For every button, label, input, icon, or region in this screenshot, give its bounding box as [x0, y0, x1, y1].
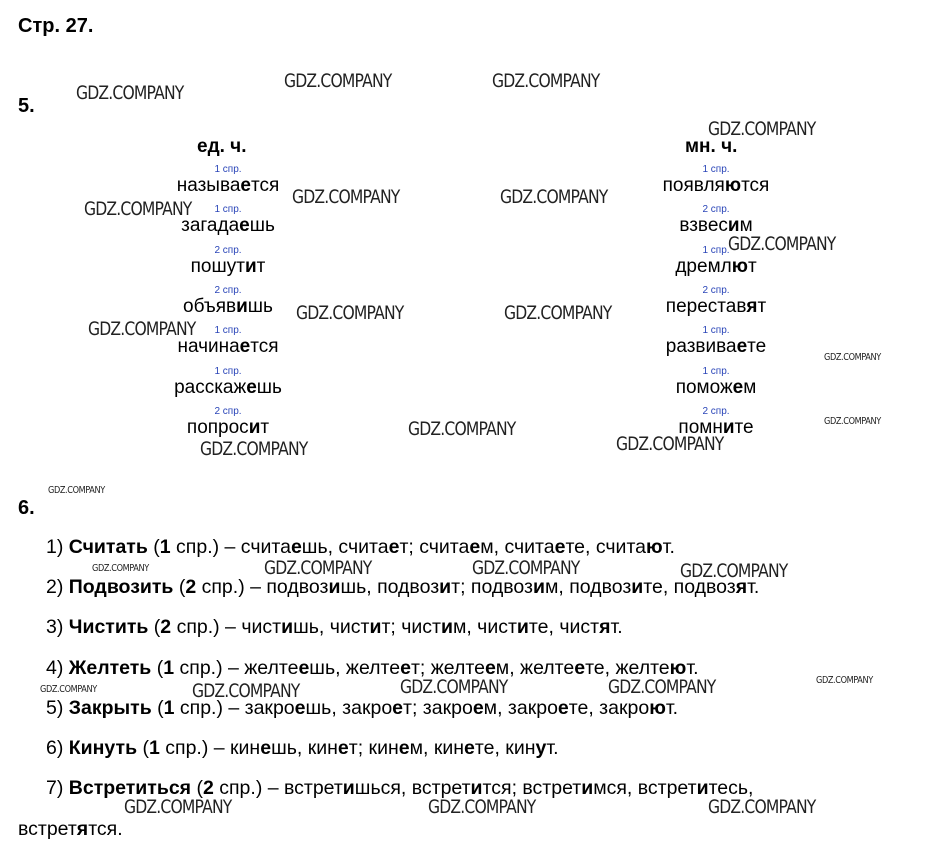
watermark: GDZ.COMPANY: [92, 563, 149, 574]
text-part: расскаж: [174, 376, 247, 398]
highlighted-ending: и: [281, 616, 294, 639]
conjugation-tag: 2 спр.: [702, 204, 730, 216]
highlighted-ending: е: [290, 536, 302, 558]
text-part: те, чист: [528, 616, 600, 639]
highlighted-ending: е: [472, 696, 484, 719]
text-part: появля: [662, 175, 725, 196]
highlighted-ending: и: [696, 777, 709, 800]
watermark: GDZ.COMPANY: [504, 302, 612, 324]
page-label: Стр. 27.: [18, 15, 94, 37]
conjugation-tag: 1 спр.: [702, 325, 730, 337]
conjugation-tag: 2 спр.: [214, 284, 242, 296]
text-part: загада: [181, 215, 240, 237]
highlighted-ending: и: [581, 777, 594, 800]
highlighted-ending: е: [246, 376, 257, 398]
watermark: GDZ.COMPANY: [728, 233, 836, 255]
watermark: GDZ.COMPANY: [472, 557, 580, 579]
text-part: т.: [665, 696, 679, 719]
highlighted-ending: и: [439, 576, 452, 599]
highlighted-ending: ю: [724, 175, 742, 196]
text-part: спр.) – желте: [174, 656, 299, 679]
text-part: т; чист: [381, 616, 441, 639]
exercise-6-item: [46, 657, 699, 680]
highlighted-ending: е: [484, 656, 496, 679]
conjugation-tag: 1 спр.: [214, 325, 242, 337]
text-part: объяв: [183, 295, 237, 317]
text-part: шь, счита: [301, 536, 389, 558]
highlighted-ending: и: [236, 295, 248, 317]
text-part: спр.) – закро: [174, 696, 295, 719]
text-part: (: [173, 576, 186, 599]
text-part: пошут: [190, 255, 245, 277]
highlighted-ending: е: [294, 696, 306, 719]
highlighted-ending: и: [470, 777, 483, 800]
text-part: тесь,: [708, 777, 754, 800]
watermark: GDZ.COMPANY: [200, 438, 308, 460]
verb-form: [616, 175, 816, 197]
watermark: GDZ.COMPANY: [428, 796, 536, 818]
exercise-6-item: [46, 737, 559, 760]
highlighted-ending: у: [535, 737, 547, 759]
verb-form: [616, 336, 816, 358]
highlighted-ending: и: [722, 416, 735, 438]
text-part: (: [137, 737, 149, 759]
text-part: т: [256, 255, 266, 277]
conjugation-tag: 2 спр.: [702, 405, 730, 417]
text-part: спр.) – счита: [170, 536, 291, 558]
text-part: 4): [46, 656, 69, 679]
highlighted-ending: е: [337, 737, 349, 759]
text-part: шь, желте: [309, 656, 401, 679]
highlighted-ending: ю: [646, 536, 663, 558]
text-part: тся: [250, 175, 280, 196]
text-part: спр.) – чист: [171, 616, 282, 639]
conjugation-tag: 1 спр.: [702, 164, 730, 175]
highlighted-ending: е: [557, 696, 569, 719]
highlighted-ending: е: [239, 336, 251, 358]
exercise-6-item: [46, 697, 678, 720]
conjugation-tag: 1 спр.: [702, 244, 730, 256]
highlighted-ending: 2: [202, 777, 214, 800]
watermark: GDZ.COMPANY: [492, 70, 600, 92]
exercise-6-item: [46, 616, 623, 639]
text-part: спр.) – кин: [159, 737, 261, 759]
text-part: м, счита: [480, 536, 555, 558]
text-part: те: [747, 336, 767, 358]
text-part: шься, встрет: [354, 777, 471, 800]
text-part: помн: [678, 416, 723, 438]
highlighted-ending: и: [631, 576, 644, 599]
highlighted-ending: е: [464, 737, 475, 759]
watermark: GDZ.COMPANY: [680, 560, 788, 582]
text-part: 2): [46, 576, 69, 599]
text-part: т; подвоз: [451, 576, 533, 599]
highlighted-ending: я: [735, 576, 748, 599]
highlighted-ending: Закрыть: [68, 696, 152, 719]
watermark: GDZ.COMPANY: [400, 676, 508, 698]
watermark: GDZ.COMPANY: [192, 680, 300, 702]
text-part: м, подвоз: [544, 576, 632, 599]
watermark: GDZ.COMPANY: [296, 302, 404, 324]
text-part: взвес: [679, 215, 728, 237]
singular-header: ед. ч.: [197, 136, 247, 157]
text-part: называ: [176, 175, 241, 196]
highlighted-ending: 1: [148, 737, 160, 759]
text-part: 6): [46, 737, 69, 759]
highlighted-ending: и: [342, 777, 355, 800]
watermark: GDZ.COMPANY: [264, 557, 372, 579]
highlighted-ending: е: [469, 536, 481, 558]
text-part: шь: [256, 376, 282, 398]
highlighted-ending: е: [240, 175, 251, 196]
watermark: GDZ.COMPANY: [616, 433, 724, 455]
text-part: начина: [177, 336, 240, 358]
watermark: GDZ.COMPANY: [76, 82, 184, 104]
highlighted-ending: и: [248, 416, 261, 438]
conjugation-tag: 2 спр.: [214, 405, 242, 417]
watermark: GDZ.COMPANY: [84, 198, 192, 220]
highlighted-ending: ю: [669, 656, 687, 679]
verb-form: [128, 417, 328, 439]
text-part: 7): [46, 777, 69, 800]
exercise-6-item: [46, 536, 675, 559]
conjugation-tag: 1 спр.: [214, 164, 242, 175]
watermark: GDZ.COMPANY: [292, 186, 400, 208]
highlighted-ending: я: [76, 818, 89, 840]
watermark: GDZ.COMPANY: [284, 70, 392, 92]
watermark: GDZ.COMPANY: [500, 186, 608, 208]
watermark: GDZ.COMPANY: [708, 118, 816, 140]
exercise-5-number: 5.: [18, 95, 35, 117]
verb-form: [128, 256, 328, 278]
text-part: те, подвоз: [643, 576, 736, 599]
watermark: GDZ.COMPANY: [40, 684, 97, 695]
exercise-6-item: [46, 576, 759, 599]
text-part: те, счита: [565, 536, 647, 558]
text-part: мся, встрет: [593, 777, 697, 800]
text-part: те: [734, 416, 754, 438]
text-part: т.: [747, 576, 760, 599]
text-part: т: [260, 416, 270, 438]
text-part: развива: [665, 336, 737, 358]
highlighted-ending: ю: [649, 696, 666, 719]
text-part: (: [151, 656, 164, 679]
text-part: тся: [741, 175, 770, 196]
text-part: т; кин: [348, 737, 399, 759]
text-part: шь, подвоз: [340, 576, 440, 599]
highlighted-ending: и: [244, 255, 257, 277]
highlighted-ending: 1: [163, 696, 175, 719]
text-part: т; закро: [403, 696, 473, 719]
verb-form: [616, 256, 816, 278]
text-part: (: [148, 616, 161, 639]
text-part: помож: [675, 376, 733, 398]
highlighted-ending: и: [328, 576, 341, 599]
plural-header: мн. ч.: [685, 136, 738, 157]
text-part: встрет: [18, 818, 77, 840]
text-part: (: [151, 696, 164, 719]
highlighted-ending: ю: [731, 255, 748, 277]
text-part: те, кин: [474, 737, 536, 759]
highlighted-ending: е: [732, 376, 744, 398]
exercise-6-number: 6.: [18, 497, 35, 519]
text-part: м, чист: [452, 616, 517, 639]
highlighted-ending: Кинуть: [68, 737, 138, 759]
watermark: GDZ.COMPANY: [88, 318, 196, 340]
highlighted-ending: и: [369, 616, 382, 639]
text-part: т.: [610, 616, 623, 639]
text-part: дремл: [675, 255, 732, 277]
text-part: м: [739, 215, 753, 237]
text-part: тся; встрет: [482, 777, 582, 800]
highlighted-ending: я: [599, 616, 611, 639]
text-part: м, желте: [495, 656, 575, 679]
text-part: т.: [686, 656, 699, 679]
text-part: шь: [247, 295, 273, 317]
text-part: те, закро: [568, 696, 650, 719]
highlighted-ending: е: [298, 656, 310, 679]
highlighted-ending: Желтеть: [68, 656, 152, 679]
highlighted-ending: Считать: [68, 536, 148, 558]
highlighted-ending: е: [574, 656, 586, 679]
text-part: тся.: [88, 818, 123, 840]
highlighted-ending: е: [400, 656, 411, 679]
text-part: м, кин: [409, 737, 465, 759]
watermark: GDZ.COMPANY: [408, 418, 516, 440]
conjugation-tag: 1 спр.: [214, 365, 242, 377]
text-part: тся: [250, 336, 279, 358]
text-part: (: [191, 777, 203, 800]
text-part: попрос: [186, 416, 249, 438]
text-part: шь: [249, 215, 275, 237]
watermark: GDZ.COMPANY: [608, 676, 716, 698]
highlighted-ending: Чистить: [68, 616, 149, 639]
highlighted-ending: е: [388, 536, 400, 558]
highlighted-ending: 1: [163, 656, 175, 679]
text-part: м: [743, 376, 757, 398]
highlighted-ending: Подвозить: [68, 576, 174, 599]
highlighted-ending: Встретиться: [68, 777, 192, 800]
conjugation-tag: 1 спр.: [214, 204, 242, 216]
text-part: т; желте: [410, 656, 485, 679]
text-part: спр.) – встрет: [213, 777, 343, 800]
verb-form: [616, 377, 816, 399]
highlighted-ending: е: [239, 215, 250, 237]
text-part: шь, кин: [271, 737, 338, 759]
text-part: т: [747, 255, 757, 277]
conjugation-tag: 2 спр.: [702, 284, 730, 296]
text-part: 5): [46, 696, 69, 719]
conjugation-tag: 2 спр.: [214, 244, 242, 256]
text-part: т: [757, 295, 767, 317]
highlighted-ending: и: [516, 616, 529, 639]
watermark: GDZ.COMPANY: [48, 485, 105, 496]
text-part: м, закро: [483, 696, 558, 719]
highlighted-ending: е: [392, 696, 404, 719]
highlighted-ending: 1: [159, 536, 171, 558]
watermark: GDZ.COMPANY: [816, 675, 873, 686]
watermark: GDZ.COMPANY: [708, 796, 816, 818]
verb-form: [616, 296, 816, 318]
highlighted-ending: е: [736, 336, 748, 358]
highlighted-ending: 2: [185, 576, 197, 599]
exercise-6-item-7-continuation: [18, 818, 123, 841]
text-part: 3): [46, 616, 69, 639]
text-part: шь, чист: [293, 616, 370, 639]
watermark: GDZ.COMPANY: [824, 416, 881, 427]
watermark: GDZ.COMPANY: [824, 352, 881, 363]
verb-form: [128, 377, 328, 399]
highlighted-ending: и: [532, 576, 545, 599]
text-part: перестав: [665, 295, 747, 317]
highlighted-ending: и: [727, 215, 740, 237]
highlighted-ending: е: [260, 737, 272, 759]
watermark: GDZ.COMPANY: [124, 796, 232, 818]
text-part: те, желте: [585, 656, 670, 679]
text-part: шь, закро: [305, 696, 393, 719]
text-part: т; счита: [399, 536, 470, 558]
highlighted-ending: и: [440, 616, 453, 639]
highlighted-ending: е: [554, 536, 566, 558]
text-part: т.: [662, 536, 675, 558]
text-part: (: [147, 536, 160, 558]
highlighted-ending: е: [398, 737, 410, 759]
text-part: т.: [546, 737, 559, 759]
conjugation-tag: 1 спр.: [702, 365, 730, 377]
highlighted-ending: 2: [160, 616, 172, 639]
text-part: спр.) – подвоз: [196, 576, 329, 599]
text-part: 1): [46, 536, 69, 558]
highlighted-ending: я: [746, 295, 758, 317]
